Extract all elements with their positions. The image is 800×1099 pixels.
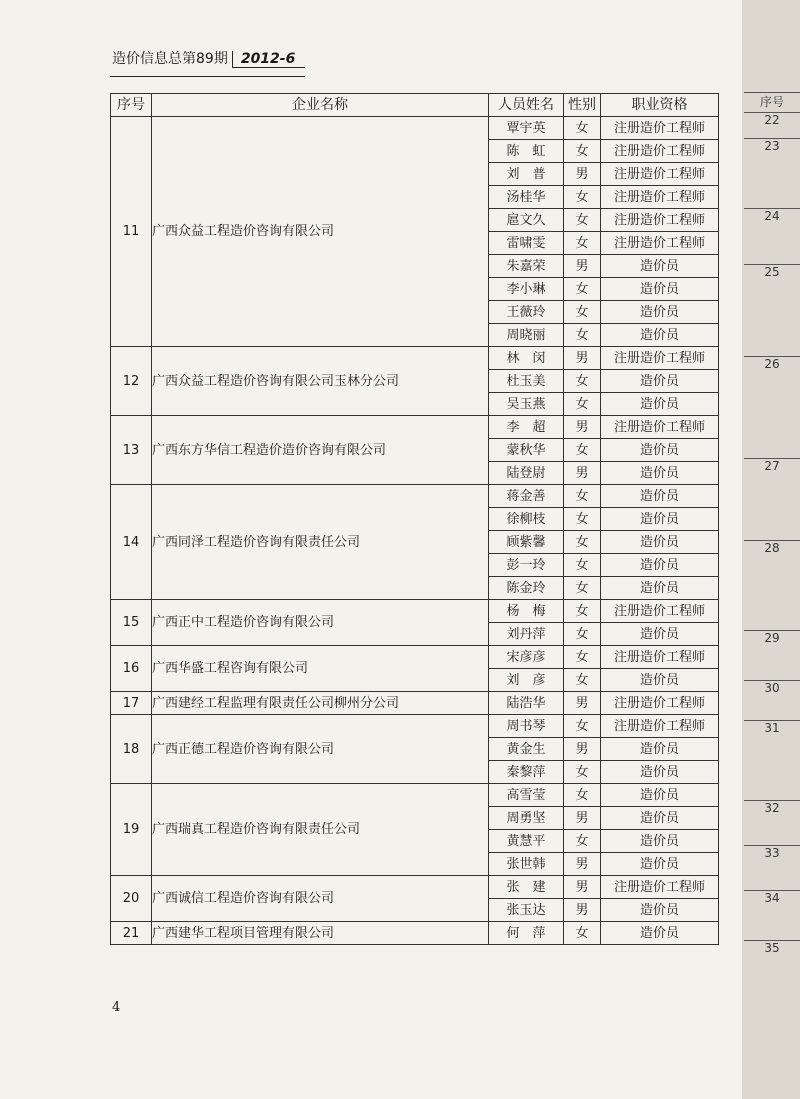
cell-name: 刘 普 (489, 163, 564, 186)
table-row (111, 692, 719, 715)
cell-gender: 女 (564, 301, 601, 324)
table-row (111, 485, 719, 508)
cell-name: 蒙秋华 (489, 439, 564, 462)
cell-company: 广西正德工程造价咨询有限公司 (152, 715, 489, 784)
cell-gender: 男 (564, 876, 601, 899)
cell-name: 陈 虹 (489, 140, 564, 163)
table-row (111, 117, 719, 140)
adjacent-seq-cell: 29 (744, 630, 800, 645)
personnel-table (110, 93, 719, 945)
header-issue: 2012-6 (232, 51, 306, 68)
cell-name: 汤桂华 (489, 186, 564, 209)
cell-qualification: 造价员 (601, 830, 719, 853)
cell-name: 周晓丽 (489, 324, 564, 347)
cell-gender: 男 (564, 416, 601, 439)
table-row (111, 922, 719, 945)
adjacent-seq-cell: 32 (744, 800, 800, 815)
cell-company: 广西众益工程造价咨询有限公司玉林分公司 (152, 347, 489, 416)
table-header-row (111, 94, 719, 117)
adjacent-page (742, 0, 800, 1099)
cell-gender: 女 (564, 209, 601, 232)
cell-gender: 女 (564, 370, 601, 393)
cell-gender: 女 (564, 761, 601, 784)
cell-qualification: 造价员 (601, 324, 719, 347)
cell-gender: 女 (564, 508, 601, 531)
table-body (111, 117, 719, 945)
cell-name: 吴玉燕 (489, 393, 564, 416)
col-header-gender: 性别 (564, 94, 601, 117)
cell-name: 覃宇英 (489, 117, 564, 140)
cell-qualification: 注册造价工程师 (601, 209, 719, 232)
cell-qualification: 注册造价工程师 (601, 715, 719, 738)
cell-qualification: 注册造价工程师 (601, 140, 719, 163)
cell-qualification: 造价员 (601, 462, 719, 485)
table-row (111, 646, 719, 669)
adjacent-seq-cell: 25 (744, 264, 800, 279)
cell-name: 张世韩 (489, 853, 564, 876)
cell-gender: 女 (564, 554, 601, 577)
cell-name: 陆浩华 (489, 692, 564, 715)
cell-company: 广西众益工程造价咨询有限公司 (152, 117, 489, 347)
cell-name: 高雪莹 (489, 784, 564, 807)
cell-gender: 女 (564, 439, 601, 462)
cell-gender: 男 (564, 462, 601, 485)
cell-gender: 女 (564, 393, 601, 416)
adjacent-seq-cell: 35 (744, 940, 800, 955)
cell-name: 何 萍 (489, 922, 564, 945)
cell-seq: 13 (111, 416, 152, 485)
cell-seq: 21 (111, 922, 152, 945)
cell-qualification: 注册造价工程师 (601, 692, 719, 715)
cell-qualification: 造价员 (601, 485, 719, 508)
cell-qualification: 造价员 (601, 439, 719, 462)
cell-seq: 17 (111, 692, 152, 715)
cell-qualification: 造价员 (601, 738, 719, 761)
cell-name: 扈文久 (489, 209, 564, 232)
header-title: 造价信息总第89期 (112, 51, 228, 67)
cell-name: 刘 彦 (489, 669, 564, 692)
cell-name: 朱嘉荣 (489, 255, 564, 278)
cell-qualification: 造价员 (601, 278, 719, 301)
cell-seq: 18 (111, 715, 152, 784)
cell-seq: 20 (111, 876, 152, 922)
cell-company: 广西瑞真工程造价咨询有限责任公司 (152, 784, 489, 876)
cell-qualification: 造价员 (601, 554, 719, 577)
table-row (111, 416, 719, 439)
cell-gender: 女 (564, 485, 601, 508)
cell-qualification: 造价员 (601, 761, 719, 784)
cell-gender: 男 (564, 899, 601, 922)
cell-gender: 女 (564, 600, 601, 623)
cell-company: 广西诚信工程造价咨询有限公司 (152, 876, 489, 922)
cell-gender: 女 (564, 715, 601, 738)
cell-qualification: 造价员 (601, 669, 719, 692)
cell-qualification: 注册造价工程师 (601, 347, 719, 370)
cell-name: 彭一玲 (489, 554, 564, 577)
cell-name: 刘丹萍 (489, 623, 564, 646)
cell-name: 王薇玲 (489, 301, 564, 324)
table-row (111, 600, 719, 623)
cell-company: 广西正中工程造价咨询有限公司 (152, 600, 489, 646)
col-header-name: 人员姓名 (489, 94, 564, 117)
page-number: 4 (112, 1000, 121, 1015)
cell-name: 徐柳枝 (489, 508, 564, 531)
cell-gender: 女 (564, 232, 601, 255)
adjacent-seq-cell: 23 (744, 138, 800, 153)
cell-name: 顾紫馨 (489, 531, 564, 554)
cell-gender: 女 (564, 922, 601, 945)
cell-seq: 14 (111, 485, 152, 600)
cell-name: 黄金生 (489, 738, 564, 761)
adjacent-seq-cell: 27 (744, 458, 800, 473)
cell-company: 广西同泽工程造价咨询有限责任公司 (152, 485, 489, 600)
cell-name: 李 超 (489, 416, 564, 439)
cell-name: 秦黎萍 (489, 761, 564, 784)
header-rule (110, 76, 305, 77)
cell-qualification: 造价员 (601, 784, 719, 807)
cell-gender: 女 (564, 669, 601, 692)
cell-qualification: 造价员 (601, 853, 719, 876)
cell-name: 周勇坚 (489, 807, 564, 830)
cell-gender: 女 (564, 646, 601, 669)
cell-qualification: 造价员 (601, 577, 719, 600)
cell-name: 张玉达 (489, 899, 564, 922)
cell-gender: 男 (564, 347, 601, 370)
cell-company: 广西建经工程监理有限责任公司柳州分公司 (152, 692, 489, 715)
adjacent-seq-cell: 28 (744, 540, 800, 555)
adjacent-col-header: 序号 (744, 92, 800, 110)
cell-seq: 11 (111, 117, 152, 347)
cell-qualification: 注册造价工程师 (601, 232, 719, 255)
cell-name: 杨 梅 (489, 600, 564, 623)
cell-qualification: 注册造价工程师 (601, 186, 719, 209)
cell-gender: 女 (564, 830, 601, 853)
cell-name: 陈金玲 (489, 577, 564, 600)
col-header-seq: 序号 (111, 94, 152, 117)
cell-gender: 男 (564, 807, 601, 830)
cell-gender: 男 (564, 738, 601, 761)
cell-qualification: 注册造价工程师 (601, 163, 719, 186)
cell-gender: 女 (564, 531, 601, 554)
cell-company: 广西华盛工程咨询有限公司 (152, 646, 489, 692)
cell-name: 蒋金善 (489, 485, 564, 508)
table-row (111, 876, 719, 899)
cell-gender: 男 (564, 255, 601, 278)
adjacent-seq-cell: 31 (744, 720, 800, 735)
cell-gender: 男 (564, 853, 601, 876)
cell-name: 陆登尉 (489, 462, 564, 485)
cell-seq: 15 (111, 600, 152, 646)
cell-company: 广西建华工程项目管理有限公司 (152, 922, 489, 945)
cell-gender: 男 (564, 163, 601, 186)
cell-gender: 女 (564, 784, 601, 807)
cell-name: 林 闵 (489, 347, 564, 370)
cell-qualification: 造价员 (601, 393, 719, 416)
cell-name: 杜玉美 (489, 370, 564, 393)
cell-name: 张 建 (489, 876, 564, 899)
adjacent-seq-cell: 22 (744, 112, 800, 127)
cell-seq: 19 (111, 784, 152, 876)
cell-qualification: 造价员 (601, 899, 719, 922)
cell-qualification: 造价员 (601, 807, 719, 830)
col-header-qualification: 职业资格 (601, 94, 719, 117)
cell-gender: 女 (564, 324, 601, 347)
cell-qualification: 注册造价工程师 (601, 416, 719, 439)
cell-name: 黄慧平 (489, 830, 564, 853)
cell-qualification: 造价员 (601, 508, 719, 531)
cell-qualification: 注册造价工程师 (601, 600, 719, 623)
table-row (111, 715, 719, 738)
cell-name: 周书琴 (489, 715, 564, 738)
cell-gender: 女 (564, 623, 601, 646)
cell-seq: 12 (111, 347, 152, 416)
cell-name: 李小琳 (489, 278, 564, 301)
cell-qualification: 造价员 (601, 255, 719, 278)
running-header (112, 48, 305, 76)
cell-gender: 女 (564, 577, 601, 600)
cell-name: 宋彦彦 (489, 646, 564, 669)
cell-gender: 女 (564, 278, 601, 301)
cell-gender: 女 (564, 140, 601, 163)
table-row (111, 347, 719, 370)
adjacent-seq-cell: 26 (744, 356, 800, 371)
table-row (111, 784, 719, 807)
cell-qualification: 造价员 (601, 301, 719, 324)
cell-company: 广西东方华信工程造价造价咨询有限公司 (152, 416, 489, 485)
cell-gender: 男 (564, 692, 601, 715)
cell-qualification: 造价员 (601, 531, 719, 554)
col-header-company: 企业名称 (152, 94, 489, 117)
cell-qualification: 注册造价工程师 (601, 117, 719, 140)
adjacent-seq-cell: 34 (744, 890, 800, 905)
cell-gender: 女 (564, 117, 601, 140)
cell-qualification: 注册造价工程师 (601, 646, 719, 669)
adjacent-seq-cell: 30 (744, 680, 800, 695)
cell-qualification: 注册造价工程师 (601, 876, 719, 899)
cell-qualification: 造价员 (601, 623, 719, 646)
cell-gender: 女 (564, 186, 601, 209)
cell-name: 雷啸雯 (489, 232, 564, 255)
cell-qualification: 造价员 (601, 922, 719, 945)
adjacent-seq-cell: 24 (744, 208, 800, 223)
cell-qualification: 造价员 (601, 370, 719, 393)
adjacent-seq-cell: 33 (744, 845, 800, 860)
cell-seq: 16 (111, 646, 152, 692)
